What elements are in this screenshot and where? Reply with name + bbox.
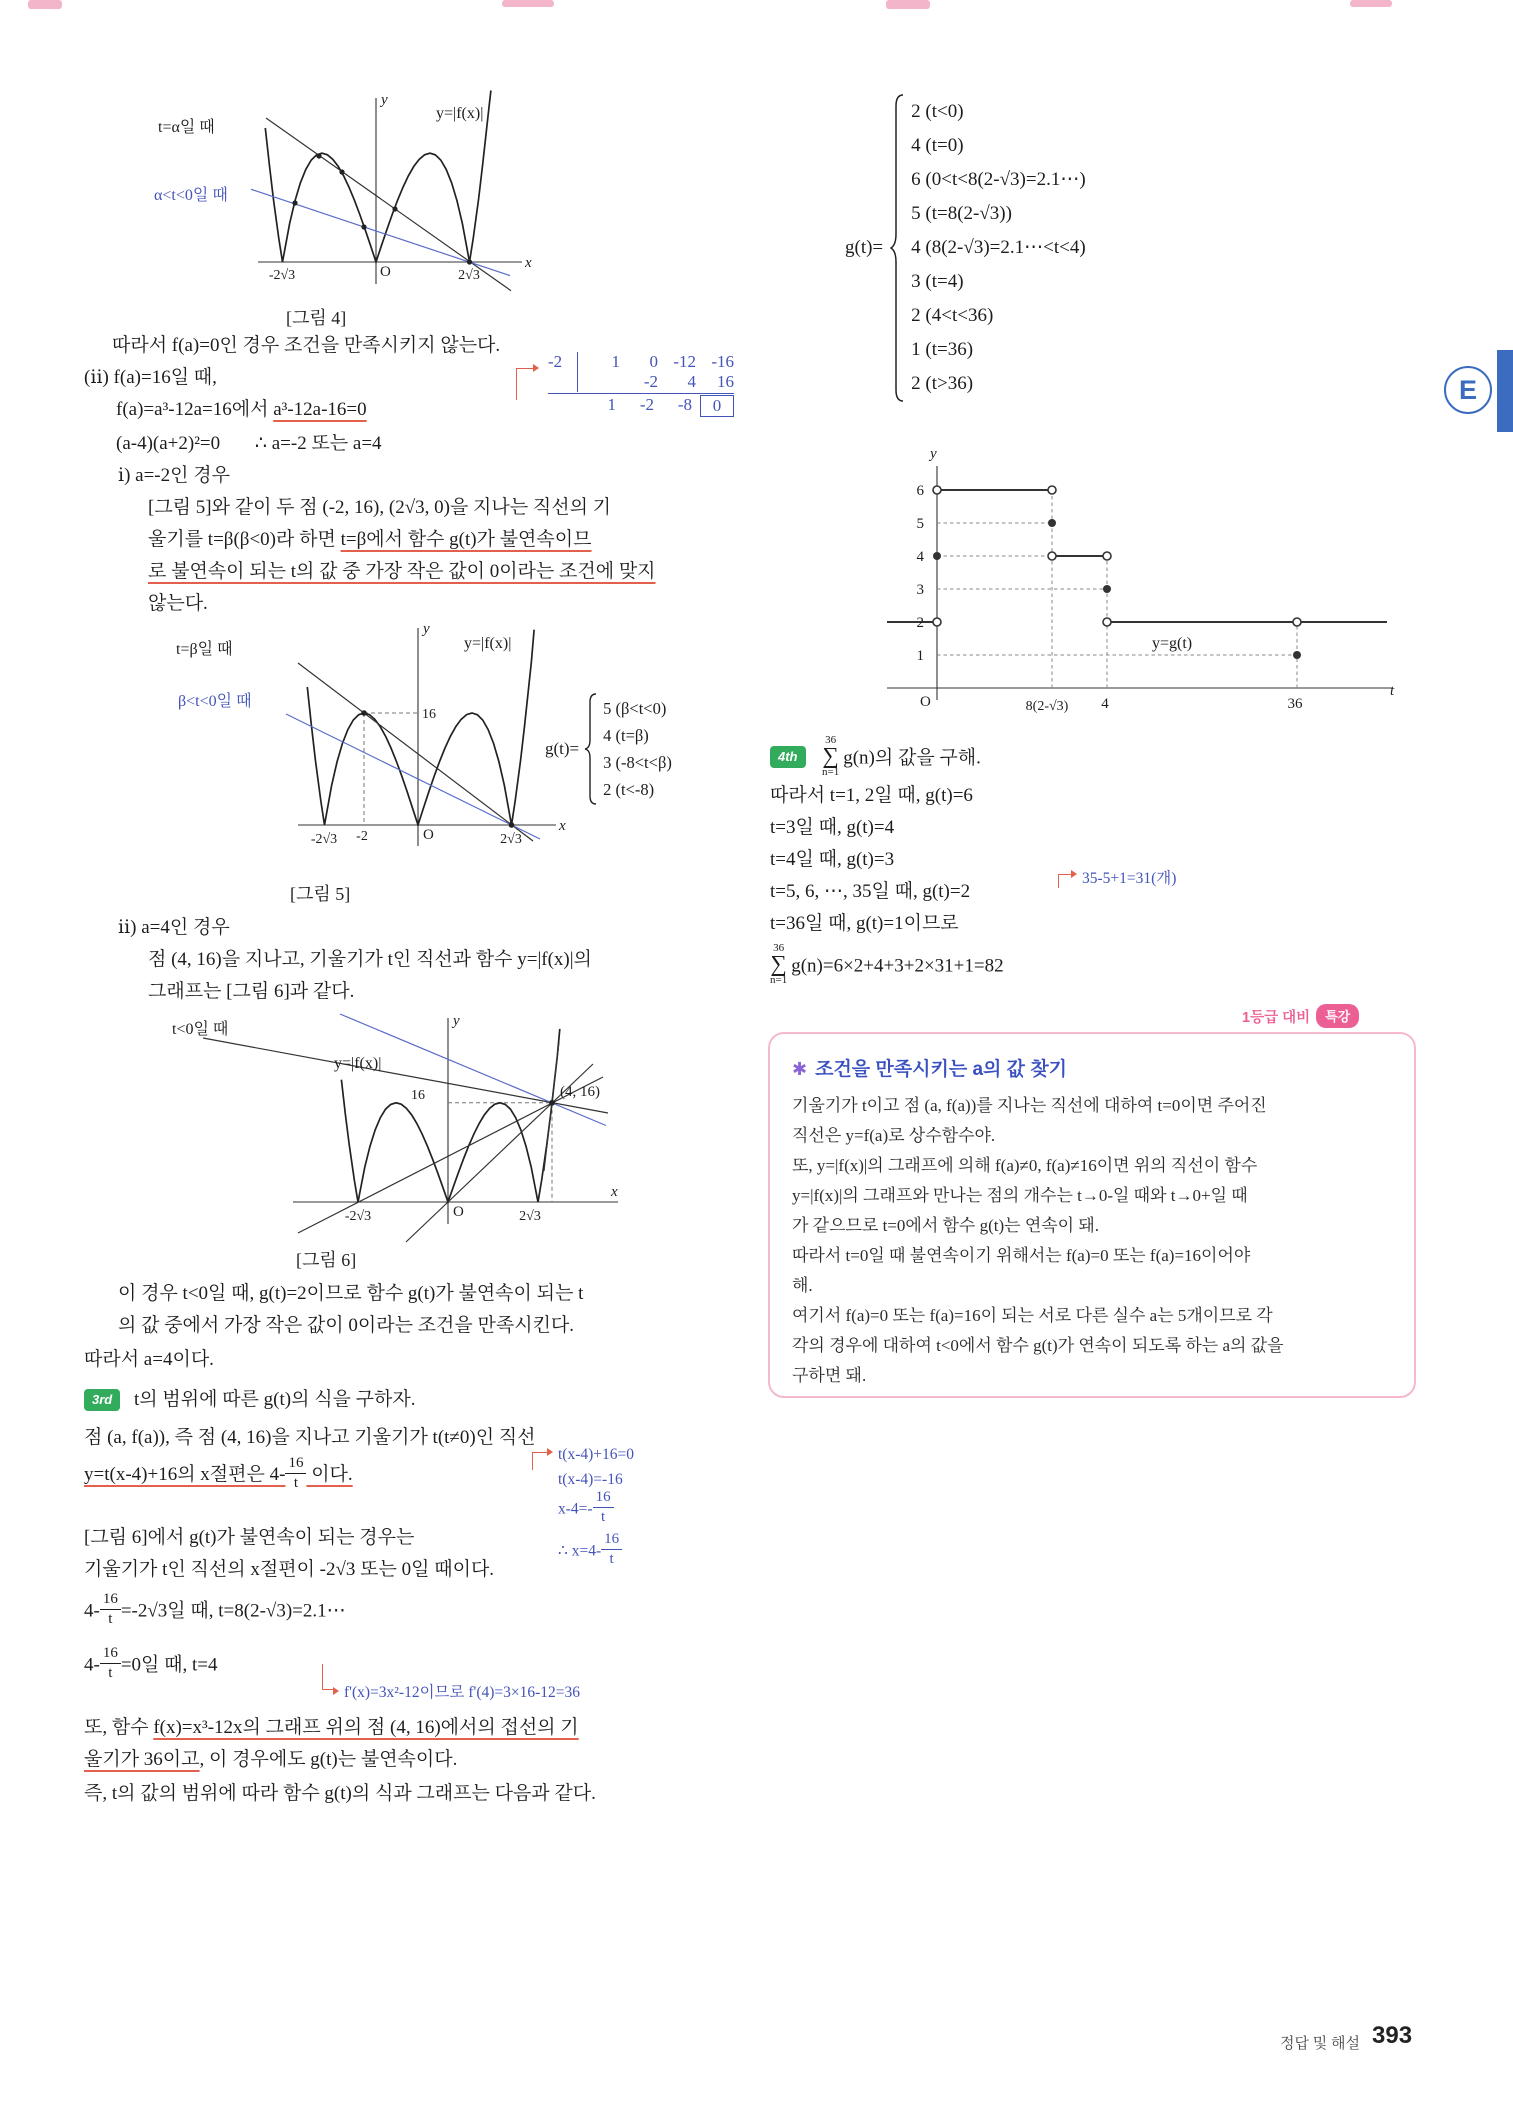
fig6-line-t-negative: [203, 1038, 608, 1113]
result-a-equals-4: 따라서 a=4이다.: [84, 1349, 214, 1370]
heading-case-ii-a4: ⅱ) a=4인 경우: [118, 917, 230, 938]
step4-line-1: 따라서 t=1, 2일 때, g(t)=6: [770, 785, 973, 806]
fig5-beta-range-label: β<t<0일 때: [178, 693, 252, 710]
fig5-gt-case: 2 (t<-8): [603, 780, 655, 799]
fig5-t-beta-label: t=β일 때: [176, 641, 233, 658]
case-i-line-3: 로 불연속이 되는 t의 값 중 가장 작은 값이 0이라는 조건에 맞지: [148, 561, 656, 582]
fig6-xpos-label: 2√3: [519, 1209, 541, 1224]
fig6-y-label: y: [453, 1013, 460, 1029]
fig5-axes: [298, 628, 556, 846]
synthetic-cell: -12: [673, 352, 696, 371]
step3-line-1: 점 (a, f(a)), 즉 점 (4, 16)을 지나고 기울기가 t(t≠0)인 직선: [84, 1427, 536, 1448]
step3-line-6-post: =0일 때, t=4: [120, 1654, 218, 1676]
figure-6-graph: [148, 1012, 628, 1244]
fraction-16-over-t: $\frac{16}{t}$: [601, 1531, 622, 1567]
step3-line-5-post: =-2√3일 때, t=8(2-√3)=2.1⋯: [120, 1600, 346, 1622]
page-edge-artifact: [502, 0, 554, 7]
step3-line-8: [84, 1746, 457, 1773]
page-edge-artifact: [1350, 0, 1392, 7]
stepgraph-open-points: [933, 486, 1301, 626]
fig5-gt-case: 5 (β<t<0): [603, 699, 667, 718]
synthetic-cell: 0: [649, 352, 658, 371]
step3-line-5: [84, 1591, 346, 1630]
synthetic-row-2: [548, 372, 734, 392]
section-letter-badge: E: [1444, 366, 1492, 414]
step4-sum-result: [770, 942, 1004, 989]
fig5-xpos-label: 2√3: [500, 832, 522, 847]
tip-line: 각의 경우에 대하여 t<0에서 함수 g(t)가 연속이 되도록 하는 a의 값을: [792, 1336, 1284, 1355]
tip-line: 기울기가 t이고 점 (a, f(a))를 지나는 직선에 대하여 t=0이면 주어진: [792, 1096, 1267, 1115]
tip-line: 해.: [792, 1276, 813, 1295]
special-lecture-chip: 특강: [1316, 1004, 1359, 1028]
heading-case-i: ⅰ) a=-2인 경우: [118, 465, 230, 486]
step-4th-title: [822, 734, 981, 781]
synthetic-cell: 1: [607, 395, 616, 414]
tip-title: 조건을 만족시키는 a의 값 찾기: [815, 1059, 1068, 1080]
heading-case-ii-fa16: (ⅱ) f(a)=16일 때,: [84, 367, 217, 388]
synthetic-divisor: -2: [548, 352, 578, 372]
fig4-t-alpha-label: t=α일 때: [158, 119, 215, 136]
case-ii-line-1: 점 (4, 16)을 지나고, 기울기가 t인 직선과 함수 y=|f(x)|의: [148, 949, 592, 970]
fig6-x-label: x: [611, 1184, 618, 1200]
para-f-a-0: 따라서 f(a)=0인 경우 조건을 만족시키지 않는다.: [112, 335, 501, 356]
gt-case: 4 (t=0): [911, 135, 964, 156]
step3-line-2-pre: y=t(x-4)+16의 x절편은 4-: [84, 1464, 286, 1486]
fig4-xpos-label: 2√3: [458, 268, 480, 283]
summation-symbol: 36 ∑ n=1: [822, 734, 840, 778]
conclusion-line-2: 의 값 중에서 가장 작은 값이 0이라는 조건을 만족시킨다.: [118, 1315, 575, 1336]
fig5-sixteen-label: 16: [422, 707, 436, 722]
case-ii-line-2: 그래프는 [그림 6]과 같다.: [148, 981, 355, 1002]
synthetic-cell: -2: [639, 395, 654, 414]
page-number: 393: [1372, 2022, 1413, 2049]
gt-case: 2 (4<t<36): [911, 305, 994, 326]
gt-brace: [890, 92, 906, 404]
stepgraph-axes: [887, 466, 1392, 700]
tip-line: y=|f(x)|의 그래프와 만나는 점의 개수는 t→0-일 때와 t→0+일 때: [792, 1186, 1248, 1205]
equation-fa16: [116, 396, 367, 423]
fig5-y-label: y: [423, 621, 430, 637]
step4-line-5: t=36일 때, g(t)=1이므로: [770, 913, 959, 934]
equation-factored-result: ∴ a=-2 또는 a=4: [254, 433, 382, 454]
step4-line-3: t=4일 때, g(t)=3: [770, 849, 895, 870]
fraction-16-over-t: $\frac{16}{t}$: [593, 1489, 614, 1525]
fig4-alpha-range-label: α<t<0일 때: [154, 187, 228, 204]
figure-6-caption: [그림 6]: [296, 1250, 357, 1270]
stepgraph-ytick-4: 4: [916, 549, 924, 565]
summation-symbol: 36 ∑ n=1: [770, 942, 788, 986]
step3-line-9: 즉, t의 값의 범위에 따라 함수 g(t)의 식과 그래프는 다음과 같다.: [84, 1783, 596, 1804]
synthetic-cell: [582, 372, 620, 392]
tip-line: 가 같으므로 t=0에서 함수 g(t)는 연속이 돼.: [792, 1216, 1100, 1235]
synthetic-cell: 16: [717, 372, 734, 391]
arrow-to-count-note: [1058, 874, 1074, 888]
stepgraph-ytick-6: 6: [916, 483, 924, 499]
fig5-curve-label: y=|f(x)|: [464, 635, 512, 652]
fig5-x-label: x: [559, 818, 566, 834]
fig5-curve-abs-f: [307, 630, 534, 825]
note-line: ∴ x=4- $\frac{16}{t}$: [558, 1534, 634, 1570]
page-edge-artifact: [886, 0, 930, 9]
case-i-line-1: [그림 5]와 같이 두 점 (-2, 16), (2√3, 0)을 지나는 직선의 기: [148, 497, 612, 518]
stepgraph-series-label: y=g(t): [1152, 635, 1193, 652]
fig4-intersection-dots: [292, 153, 472, 264]
step3-line-8-underlined: 울기가 36이고: [84, 1749, 200, 1770]
fraction-16-over-t: $\frac{16}{t}$: [100, 1591, 121, 1627]
tip-line: 구하면 돼.: [792, 1366, 867, 1385]
equation-fa16-pre: f(a)=a³-12a=16에서: [116, 399, 274, 420]
tip-line: 직선은 y=f(a)로 상수함수야.: [792, 1126, 996, 1145]
gt-case: 1 (t=36): [911, 339, 974, 360]
step-4th-badge: 4th: [770, 746, 806, 768]
stepgraph-origin-label: O: [920, 694, 931, 710]
fig5-gt-case: 4 (t=β): [603, 726, 649, 745]
note-line: t(x-4)+16=0: [558, 1446, 635, 1463]
step-function-graph: [842, 438, 1402, 730]
synthetic-row-3: [548, 393, 734, 417]
fig5-gt-piecewise: [545, 692, 672, 806]
conclusion-line-1: 이 경우 t<0일 때, g(t)=2이므로 함수 g(t)가 불연속이 되는 t: [118, 1283, 584, 1304]
synthetic-cell: [548, 372, 578, 392]
derivative-note: f'(x)=3x²-12이므로 f'(4)=3×16-12=36: [344, 1684, 581, 1701]
step3-line-2-post: 이다.: [306, 1464, 353, 1486]
stepgraph-x3-label: 36: [1287, 696, 1303, 712]
step-4th-title-text: g(n)의 값을 구해.: [843, 747, 981, 769]
count-note: 35-5+1=31(개): [1082, 870, 1177, 887]
fig6-point-label: (4, 16): [560, 1084, 600, 1100]
case-i-line-2-pre: 울기를 t=β(β<0)라 하면: [148, 529, 341, 550]
stepgraph-dashed-guides: [937, 490, 1297, 688]
arrow-to-intercept-note: [532, 1452, 550, 1470]
step3-line-7: [84, 1714, 579, 1741]
step3-line-2: [84, 1455, 353, 1494]
step3-line-5-pre: 4-: [84, 1600, 100, 1622]
gt-case: 6 (0<t<8(2-√3)=2.1⋯): [911, 169, 1086, 190]
gt-lhs: g(t)=: [845, 237, 884, 258]
gt-case: 2 (t>36): [911, 373, 974, 394]
synthetic-row-1: [548, 352, 734, 372]
step3-line-6-pre: 4-: [84, 1654, 100, 1676]
figure-4-graph: [118, 90, 538, 308]
stepgraph-ytick-3: 3: [916, 582, 924, 598]
fig5-gt-brace: [584, 692, 598, 806]
fraction-16-over-t: $\frac{16}{t}$: [285, 1455, 306, 1491]
equation-fa16-underlined: a³-12a-16=0: [273, 399, 367, 420]
synthetic-cell: -16: [711, 352, 734, 371]
fig5-line-t-beta: [298, 663, 533, 841]
step4-sum-result-text: g(n)=6×2+4+3+2×31+1=82: [791, 955, 1004, 977]
figure-5-caption: [그림 5]: [290, 884, 351, 904]
step3-line-8-post: , 이 경우에도 g(t)는 불연속이다.: [199, 1749, 458, 1770]
figure-4-caption: [그림 4]: [286, 308, 347, 328]
equation-factored-lhs: (a-4)(a+2)²=0: [116, 433, 221, 454]
step3-line-7-pre: 또, 함수: [84, 1717, 154, 1738]
step4-line-2: t=3일 때, g(t)=4: [770, 817, 895, 838]
fig4-y-label: y: [381, 92, 388, 108]
synthetic-cell: 1: [611, 352, 620, 371]
fig6-sixteen-label: 16: [411, 1088, 425, 1103]
fig6-t-neg-label: t<0일 때: [172, 1021, 229, 1038]
stepgraph-t-label: t: [1390, 683, 1395, 699]
fig5-dashed-guides: [364, 713, 418, 825]
intercept-derivation-note: [558, 1442, 634, 1570]
step3-line-2-underlined: [84, 1455, 353, 1491]
footer-label: 정답 및 해설: [1280, 2036, 1360, 2052]
tip-line: 따라서 t=0일 때 불연속이기 위해서는 f(a)=0 또는 f(a)=16이어야: [792, 1246, 1251, 1265]
equation-factored: [116, 430, 382, 457]
step-3rd-title: t의 범위에 따른 g(t)의 식을 구하자.: [134, 1389, 416, 1410]
grade1-badge-text: 1등급 대비: [1242, 1009, 1311, 1026]
fig6-curve-label: y=|f(x)|: [334, 1055, 382, 1072]
stepgraph-x2-label: 4: [1101, 696, 1109, 712]
tip-box: [768, 1032, 1416, 1398]
stepgraph-x1-label: 8(2-√3): [1025, 699, 1069, 714]
gt-case: 5 (t=8(2-√3)): [911, 203, 1012, 224]
fig6-point-4-16: [549, 1100, 555, 1106]
page-edge-tab: [1497, 350, 1513, 432]
synthetic-cell: -2: [643, 372, 658, 391]
step3-line-6: [84, 1645, 218, 1684]
step3-line-3: [그림 6]에서 g(t)가 불연속이 되는 경우는: [84, 1527, 415, 1548]
fig4-curve-label: y=|f(x)|: [436, 105, 484, 122]
tip-line: 여기서 f(a)=0 또는 f(a)=16이 되는 서로 다른 실수 a는 5개이므로 각: [792, 1306, 1273, 1325]
fig6-origin-label: O: [453, 1204, 464, 1220]
fig5-gt-lhs: g(t)=: [545, 739, 580, 758]
synthetic-remainder: 0: [700, 395, 734, 417]
note-line: t(x-4)=-16: [558, 1471, 623, 1488]
note-line: x-4=- $\frac{16}{t}$: [558, 1492, 634, 1528]
fig5-origin-label: O: [423, 827, 434, 843]
fig4-x-label: x: [525, 255, 532, 271]
fig5-xneg-label: -2√3: [310, 832, 338, 847]
tip-title-row: [792, 1054, 1392, 1081]
fig4-origin-label: O: [380, 264, 391, 280]
step-3rd-badge: 3rd: [84, 1389, 120, 1411]
arrow-to-synthetic-division: [516, 368, 536, 400]
stepgraph-segments: [887, 490, 1387, 622]
stepgraph-ytick-1: 1: [916, 648, 924, 664]
case-i-line-2: [148, 526, 591, 553]
step4-line-4: t=5, 6, ⋯, 35일 때, g(t)=2: [770, 881, 971, 902]
synthetic-cell: 4: [687, 372, 696, 391]
synthetic-cell: [548, 395, 578, 417]
gt-case: 2 (t<0): [911, 101, 964, 122]
fig5-xm2-label: -2: [356, 829, 368, 844]
page-edge-artifact: [28, 0, 62, 9]
gt-case: 3 (t=4): [911, 271, 964, 292]
case-i-line-2-underlined: t=β에서 함수 g(t)가 불연속이므: [340, 529, 592, 550]
synthetic-cell: -8: [677, 395, 692, 414]
case-i-line-4: 않는다.: [148, 593, 208, 614]
fig6-xneg-label: -2√3: [344, 1209, 372, 1224]
gt-case: 4 (8(2-√3)=2.1⋯<t<4): [911, 237, 1086, 258]
tip-line: 또, y=|f(x)|의 그래프에 의해 f(a)≠0, f(a)≠16이면 위의 직선이 함수: [792, 1156, 1258, 1175]
fig4-xneg-label: -2√3: [268, 268, 296, 283]
fraction-16-over-t: $\frac{16}{t}$: [100, 1645, 121, 1681]
stepgraph-y-label: y: [930, 446, 937, 462]
stepgraph-ytick-2: 2: [916, 615, 924, 631]
arrow-to-derivative-note: [322, 1664, 336, 1690]
grade1-special-badge: [1242, 1004, 1359, 1028]
gt-piecewise-definition: [845, 92, 1086, 404]
stepgraph-closed-points: [933, 519, 1301, 659]
step3-line-4: 기울기가 t인 직선의 x절편이 -2√3 또는 0일 때이다.: [84, 1559, 495, 1580]
asterisk-icon: ✱: [792, 1059, 808, 1079]
stepgraph-ytick-5: 5: [916, 516, 924, 532]
fig5-gt-case: 3 (-8<t<β): [603, 753, 672, 772]
fig6-axes: [293, 1018, 618, 1224]
step3-line-7-underlined: f(x)=x³-12x의 그래프 위의 점 (4, 16)에서의 접선의 기: [153, 1717, 579, 1738]
synthetic-division-table: [548, 352, 734, 417]
